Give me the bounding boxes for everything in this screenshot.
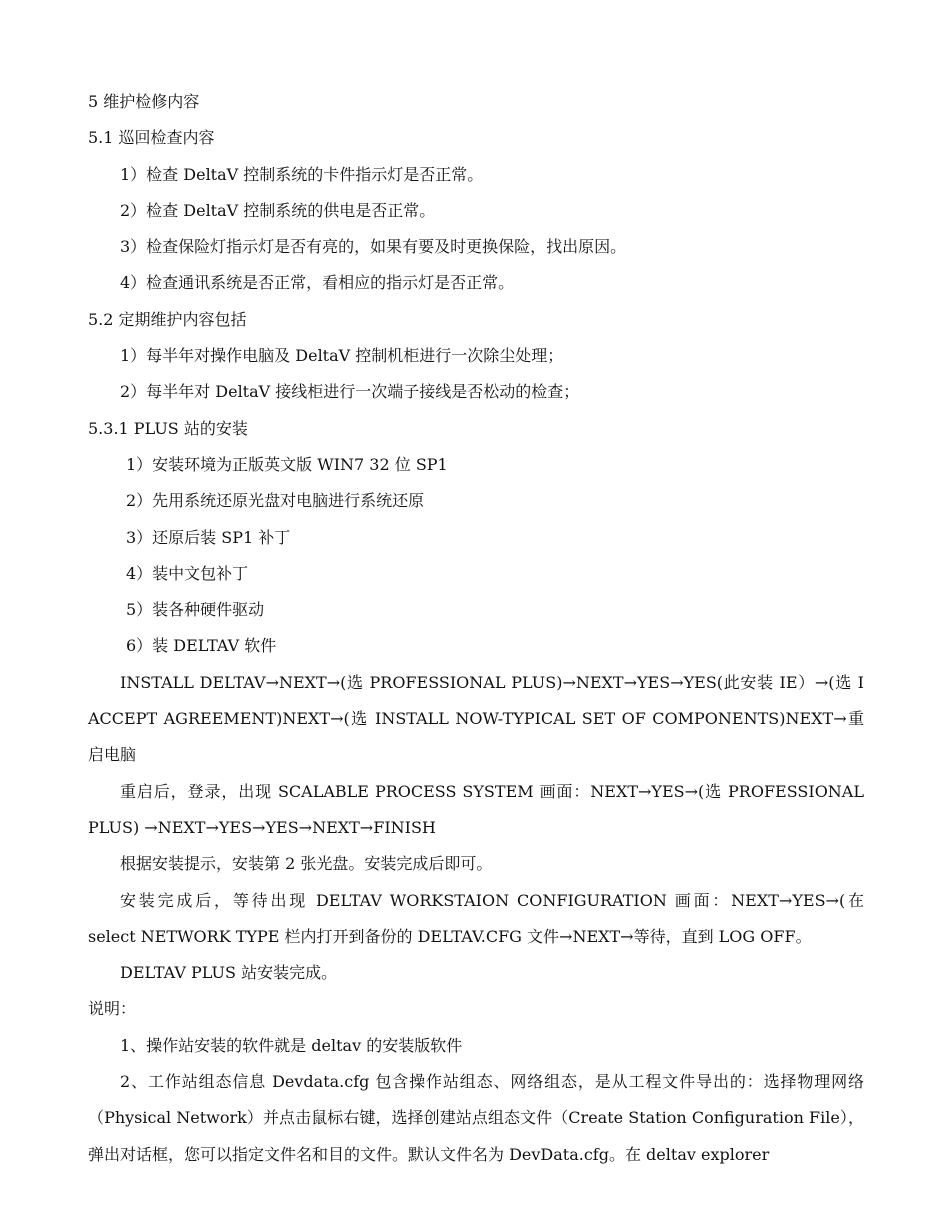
section-5-2-heading: 5.2 定期维护内容包括: [88, 309, 247, 329]
section-5-3-1-heading: 5.3.1 PLUS 站的安装: [88, 418, 248, 438]
list-item: 1）安装环境为正版英文版 WIN7 32 位 SP1: [126, 454, 448, 474]
reboot-steps-paragraph: 重启后，登录，出现 SCALABLE PROCESS SYSTEM 画面：NEXT→YES→(选 PROFESSIONAL PLUS) →NEXT→YES→YES→NEXT→FINISH: [88, 781, 864, 837]
list-item: 1）每半年对操作电脑及 DeltaV 控制机柜进行一次除尘处理；: [120, 346, 564, 366]
list-item: 3）还原后装 SP1 补丁: [126, 527, 291, 547]
section-5-1-heading: 5.1 巡回检查内容: [88, 128, 215, 148]
list-item: 1）检查 DeltaV 控制系统的卡件指示灯是否正常。: [120, 164, 484, 184]
list-item: 2）每半年对 DeltaV 接线柜进行一次端子接线是否松动的检查；: [120, 382, 580, 402]
list-item: 4）装中文包补丁: [126, 563, 249, 583]
install-complete-paragraph: DELTAV PLUS 站安装完成。: [120, 963, 338, 983]
section-5-heading: 5 维护检修内容: [88, 92, 200, 111]
note-paragraph: 2、工作站组态信息 Devdata.cfg 包含操作站组态、网络组态，是从工程文件导出的：选择物理网络（Physical Network）并点击鼠标右键，选择创建站点组态文件（Create Station Configuration File），弹出对话框，您可以指定文件名和目的文件。默认文件名为 DevData.cfg。在 deltav explorer: [88, 1072, 864, 1164]
note-paragraph: 1、操作站安装的软件就是 deltav 的安装版软件: [120, 1035, 463, 1055]
workstation-config-paragraph: 安装完成后，等待出现 DELTAV WORKSTAION CONFIGURATION 画面：NEXT→YES→(在 select NETWORK TYPE 栏内打开到备份的 DELTAV.CFG 文件→NEXT→等待，直到 LOG OFF。: [88, 890, 864, 946]
list-item: 2）先用系统还原光盘对电脑进行系统还原: [126, 491, 425, 511]
list-item: 5）装各种硬件驱动: [126, 600, 265, 620]
second-disc-paragraph: 根据安装提示，安装第 2 张光盘。安装完成后即可。: [120, 854, 493, 874]
install-steps-paragraph: INSTALL DELTAV→NEXT→(选 PROFESSIONAL PLUS)→NEXT→YES→YES(此安装 IE）→(选 I ACCEPT AGREEMENT)NEXT→(选 INSTALL NOW-TYPICAL SET OF COMPONENTS)NEXT→重启电脑: [88, 672, 864, 765]
list-item: 2）检查 DeltaV 控制系统的供电是否正常。: [120, 200, 436, 220]
list-item: 6）装 DELTAV 软件: [126, 636, 277, 656]
notes-heading: 说明：: [88, 999, 137, 1019]
list-item: 4）检查通讯系统是否正常，看相应的指示灯是否正常。: [120, 273, 515, 293]
list-item: 3）检查保险灯指示灯是否有亮的，如果有要及时更换保险，找出原因。: [120, 237, 627, 257]
document-page: [88, 84, 864, 1173]
